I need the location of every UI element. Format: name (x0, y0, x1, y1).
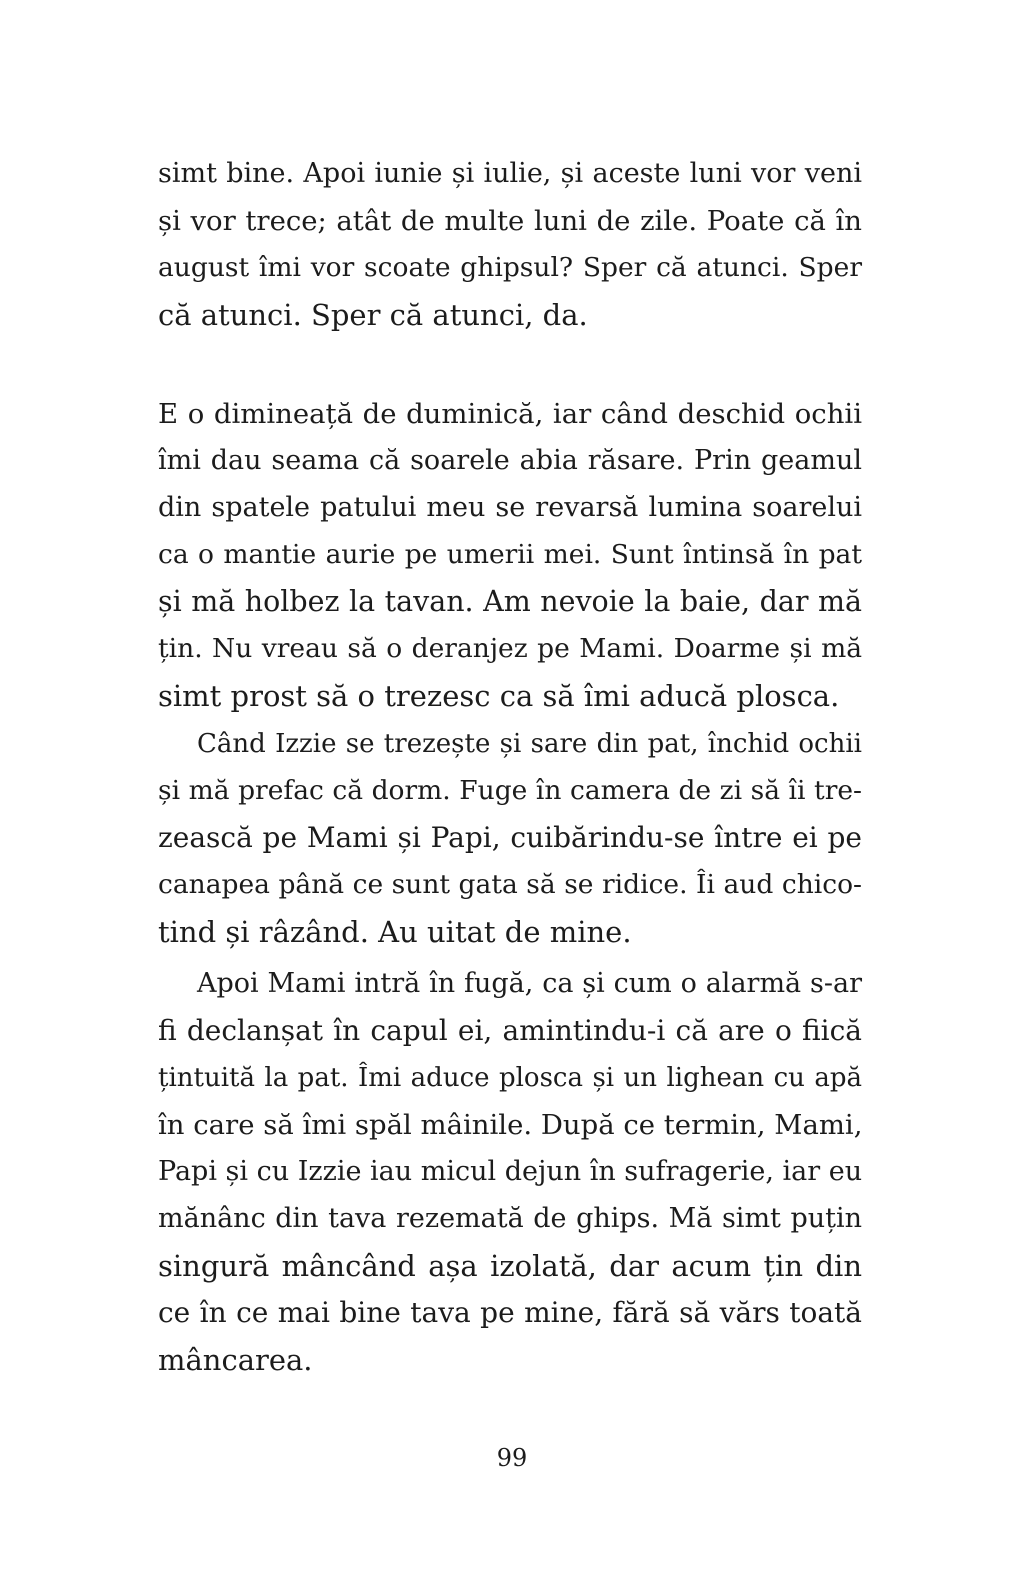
text-line: din spatele patului meu se revarsă lumina soarelui (158, 492, 862, 523)
text-line: singură mâncând așa izolată, dar acum țin din (158, 1249, 862, 1283)
text-line: ca o mantie aurie pe umerii mei. Sunt întinsă în pat (158, 539, 862, 570)
text-line: în care să îmi spăl mâinile. După ce termin, Mami, (158, 1109, 863, 1141)
text-line: Papi și cu Izzie iau micul dejun în sufragerie, iar eu (158, 1156, 863, 1187)
text-line: și mă prefac că dorm. Fuge în camera de zi să îi tre- (158, 775, 862, 806)
text-line: țin. Nu vreau să o deranjez pe Mami. Doarme și mă (158, 633, 862, 664)
text-line: E o dimineață de duminică, iar când deschid ochii (158, 398, 862, 430)
text-line: că atunci. Sper că atunci, da. (158, 298, 588, 332)
text-line: și vor trece; atât de multe luni de zile. Poate că în (158, 205, 862, 237)
text-line: Apoi Mami intră în fugă, ca și cum o alarmă s-ar (197, 968, 862, 999)
text-line: tind și râzând. Au uitat de mine. (158, 915, 632, 949)
text-line: canapea până ce sunt gata să se ridice. Îi aud chico- (158, 869, 862, 900)
text-line: august îmi vor scoate ghipsul? Sper că atunci. Sper (158, 252, 862, 283)
text-line: țintuită la pat. Îmi aduce plosca și un lighean cu apă (158, 1063, 862, 1093)
text-line: fi declanșat în capul ei, amintindu-i că are o fiică (158, 1014, 862, 1047)
text-line: mâncarea. (158, 1343, 313, 1377)
text-line: și mă holbez la tavan. Am nevoie la baie, dar mă (158, 585, 862, 618)
text-line: îmi dau seama că soarele abia răsare. Prin geamul (158, 445, 862, 476)
text-line: simt bine. Apoi iunie și iulie, și aceste luni vor veni (158, 158, 862, 189)
text-line: mănânc din tava rezemată de ghips. Mă simt puțin (158, 1203, 862, 1234)
page-number: 99 (496, 1444, 528, 1472)
text-line: simt prost să o trezesc ca să îmi aducă plosca. (158, 679, 840, 713)
text-line: Când Izzie se trezește și sare din pat, închid ochii (197, 729, 862, 759)
text-line: zească pe Mami și Papi, cuibărindu-se între ei pe (158, 821, 862, 854)
text-line: ce în ce mai bine tava pe mine, fără să vărs toată (158, 1296, 862, 1329)
